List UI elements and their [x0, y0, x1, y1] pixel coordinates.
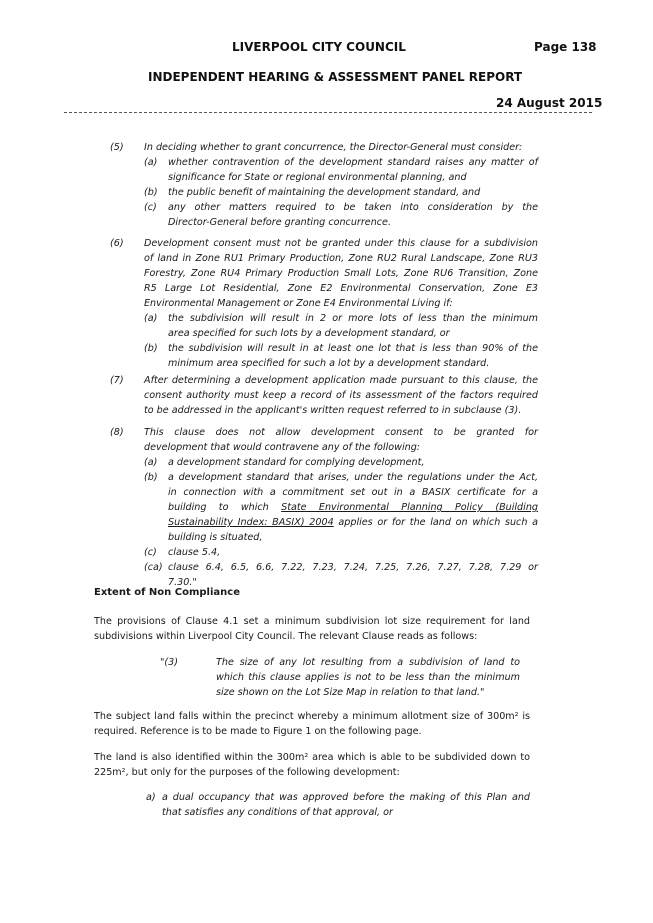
- clause-text: consent authority must keep a record of its assessment of the factors required: [144, 390, 538, 401]
- sub-text: applies or for the land on which such a: [333, 517, 538, 528]
- sub-text: Director-General before granting concurrence.: [168, 217, 391, 228]
- paragraph-line: The land is also identified within the 300m² area which is able to be subdivided down to: [94, 752, 530, 763]
- clause-text: of land in Zone RU1 Primary Production, Zone RU2 Rural Landscape, Zone RU3: [144, 253, 538, 264]
- clause-text: Forestry, Zone RU4 Primary Production Small Lots, Zone RU6 Transition, Zone: [144, 268, 538, 279]
- clause-text: In deciding whether to grant concurrence, the Director-General must consider:: [144, 142, 523, 153]
- item-number: a): [146, 792, 156, 803]
- council-name: LIVERPOOL CITY COUNCIL: [232, 40, 406, 54]
- paragraph-line: subdivisions within Liverpool City Council. The relevant Clause reads as follows:: [94, 631, 478, 642]
- extent-paragraph-1: [94, 614, 530, 644]
- sub-number: (b): [144, 187, 158, 198]
- clause-text: development that would contravene any of the following:: [144, 442, 421, 453]
- paragraph-line: The provisions of Clause 4.1 set a minimum subdivision lot size requirement for land: [94, 616, 530, 627]
- sub-text: a development standard for complying development,: [168, 457, 425, 468]
- sub-number: (a): [144, 157, 158, 168]
- paragraph-line: 225m², but only for the purposes of the following development:: [94, 767, 400, 778]
- item-text: a dual occupancy that was approved before the making of this Plan and: [162, 792, 530, 803]
- item-text: that satisfies any conditions of that approval, or: [162, 807, 393, 818]
- clause-6: [110, 236, 538, 371]
- sub-number: (b): [144, 472, 158, 483]
- sub-text: a development standard that arises, under the regulations under the Act,: [168, 472, 538, 483]
- clause-8: [110, 425, 538, 590]
- sub-text: minimum area specified for such a lot by a development standard.: [168, 358, 490, 369]
- clause-number: (6): [110, 238, 124, 249]
- quote-number: "(3): [160, 657, 179, 668]
- quote-text: The size of any lot resulting from a subdivision of land to: [216, 657, 520, 668]
- clause-number: (8): [110, 427, 124, 438]
- sub-text: area specified for such lots by a development standard, or: [168, 328, 450, 339]
- header-divider: [64, 112, 592, 113]
- sub-text: clause 6.4, 6.5, 6.6, 7.22, 7.23, 7.24, 7.25, 7.26, 7.27, 7.28, 7.29 or: [168, 562, 538, 573]
- sub-text: building is situated,: [168, 532, 263, 543]
- clause-quote: [160, 655, 520, 700]
- report-date: 24 August 2015: [496, 96, 603, 110]
- clause-text: Development consent must not be granted under this clause for a subdivision: [144, 238, 538, 249]
- sepp-basix-link[interactable]: State Environmental Planning Policy (Building: [281, 502, 538, 513]
- sub-text: the public benefit of maintaining the development standard, and: [168, 187, 481, 198]
- clause-7: [110, 373, 538, 418]
- sub-text: building to which: [168, 502, 282, 513]
- extent-paragraph-3: [94, 750, 530, 780]
- sub-number: (ca): [144, 562, 163, 573]
- clause-number: (7): [110, 375, 124, 386]
- sub-text: the subdivision will result in 2 or more lots of less than the minimum: [168, 313, 538, 324]
- section-heading: Extent of Non Compliance: [94, 587, 240, 598]
- sub-text: the subdivision will result in at least one lot that is less than 90% of the: [168, 343, 538, 354]
- quote-text: size shown on the Lot Size Map in relation to that land.": [216, 687, 485, 698]
- clause-text: R5 Large Lot Residential, Zone E2 Environmental Conservation, Zone E3: [144, 283, 538, 294]
- sub-text: clause 5.4,: [168, 547, 221, 558]
- paragraph-line: required. Reference is to be made to Figure 1 on the following page.: [94, 726, 422, 737]
- sub-text: any other matters required to be taken into consideration by the: [168, 202, 538, 213]
- clause-text: This clause does not allow development consent to be granted for: [144, 427, 538, 438]
- clause-number: (5): [110, 142, 124, 153]
- sub-number: (b): [144, 343, 158, 354]
- sub-number: (a): [144, 313, 158, 324]
- sub-text: significance for State or regional environmental planning, and: [168, 172, 467, 183]
- quote-text: which this clause applies is not to be less than the minimum: [216, 672, 520, 683]
- sub-number: (a): [144, 457, 158, 468]
- clause-5: [110, 140, 538, 230]
- sub-number: (c): [144, 202, 157, 213]
- sub-number: (c): [144, 547, 157, 558]
- development-item-a: [146, 790, 530, 820]
- sub-text: 7.30.": [168, 577, 197, 588]
- paragraph-line: The subject land falls within the precinct whereby a minimum allotment size of 300m² is: [94, 711, 530, 722]
- report-title: INDEPENDENT HEARING & ASSESSMENT PANEL REPORT: [148, 70, 523, 84]
- clause-text: to be addressed in the applicant's written request referred to in subclause (3).: [144, 405, 522, 416]
- extent-paragraph-2: [94, 709, 530, 739]
- clause-text: After determining a development application made pursuant to this clause, the: [144, 375, 538, 386]
- sub-text: whether contravention of the development standard raises any matter of: [168, 157, 538, 168]
- sepp-basix-link[interactable]: Sustainability Index: BASIX) 2004: [168, 517, 334, 528]
- sub-text: in connection with a commitment set out in a BASIX certificate for a: [168, 487, 538, 498]
- page-number: Page 138: [534, 40, 597, 54]
- clause-text: Environmental Management or Zone E4 Environmental Living if:: [144, 298, 453, 309]
